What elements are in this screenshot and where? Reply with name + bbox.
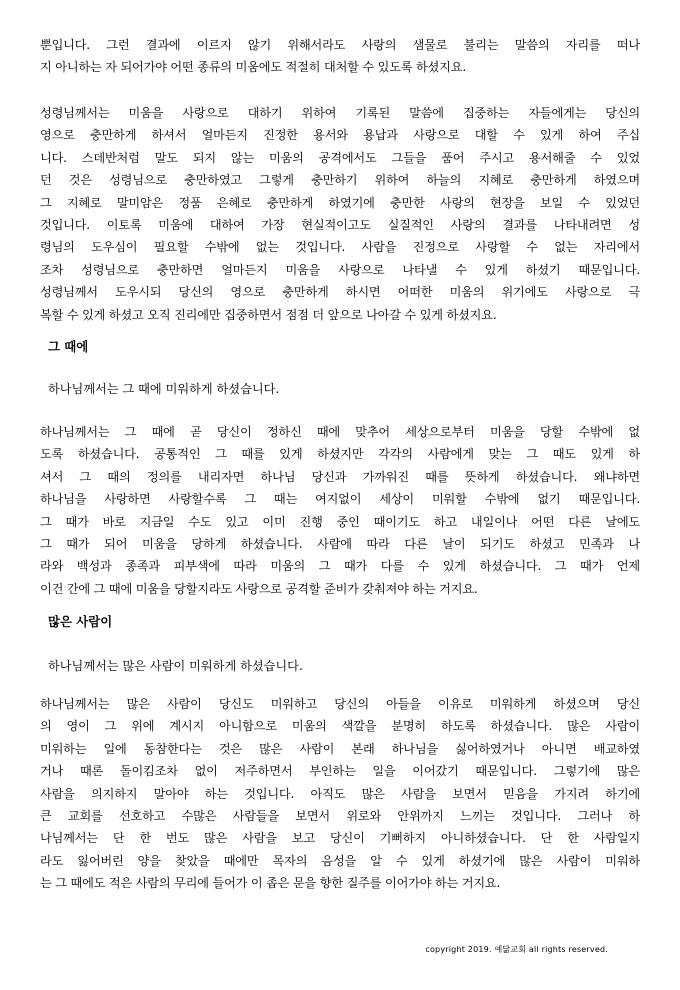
section-heading-many-people: 많은 사람이	[48, 614, 113, 629]
text-line: 복할 수 있게 하셨고 오직 진리에만 집중하면서 점점 더 앞으로 나아갈 수 있게 하셨지요.	[40, 307, 497, 322]
text-line: 니다. 스데반처럼 말도 되지 않는 미움의 공격에서도 그들을 품어 주시고 용서해줄 수 있었	[40, 150, 640, 165]
text-line: 큰 교회를 선호하고 수많은 사람들을 보면서 위로와 안위까지 느끼는 것입니다. 그러나 하	[40, 808, 640, 823]
text-line: 성령님께서 도우시되 당신의 영으로 충만하게 하시면 어떠한 미움의 위기에도 사랑으로 극	[40, 285, 640, 300]
section-intro-many-people: 하나님께서는 많은 사람이 미워하게 하셨습니다.	[48, 659, 303, 673]
text-line: 뿐입니다. 그런 결과에 이르지 않기 위해서라도 사랑의 샘물로 불리는 말씀의 자리를 떠나	[40, 38, 640, 52]
text-line: 령님의 도우심이 필요할 수밖에 없는 것입니다. 사람을 진정으로 사랑할 수 없는 자리에서	[40, 240, 640, 255]
text-line: 지 아니하는 자 되어가야 어떤 종류의 미움에도 적절히 대처할 수 있도록 하셨지요.	[40, 60, 467, 75]
text-line: 하나님께서는 많은 사람이 당신도 미워하고 당신의 아들을 이유로 미워하게 하셨으며 당신	[40, 697, 640, 711]
text-line: 영으로 충만하게 하셔서 얼마든지 진정한 용서와 용납과 사랑으로 대할 수 있게 하여 주십	[40, 128, 640, 143]
copyright-footer: copyright 2019. 예닮교회 all rights reserved.	[425, 945, 608, 954]
text-line: 하나님께서는 그 때에 곧 당신이 정하신 때에 맞추어 세상으로부터 미움을 당할 수밖에 없	[40, 425, 640, 439]
paragraph-1	[40, 34, 640, 79]
text-line: 나님께서는 단 한 번도 많은 사람을 보고 당신이 기뻐하지 아니하셨습니다. 단 한 사람일지	[40, 831, 640, 846]
paragraph-4	[40, 693, 640, 895]
text-line: 이건 간에 그 때에 미움을 당할지라도 사랑으로 공격할 준비가 갖춰져야 하는 거지요.	[40, 581, 478, 596]
text-line: 도록 하셨습니다. 공통적인 그 때를 있게 하셨지만 각각의 사람에게 맞는 그 때도 있게 하	[40, 447, 640, 462]
text-line: 거나 때론 돌이킴조차 없이 저주하면서 부인하는 일을 이어갔기 때문입니다. 그렇기에 많은	[40, 764, 640, 779]
text-line: 미워하는 일에 동참한다는 것은 많은 사람이 본래 하나님을 싫어하였거나 아니면 배교하였	[40, 741, 640, 756]
text-line: 그 지혜로 말미암은 정품 은혜로 충만하게 하였기에 충만한 사랑의 현장을 보일 수 있었던	[40, 195, 640, 210]
paragraph-2	[40, 102, 640, 326]
text-line: 의 영이 그 위에 계시지 아니함으로 미움의 색깔을 분명히 하도록 하셨습니다. 많은 사람이	[40, 719, 640, 734]
text-line: 그 때가 되어 미움을 당하게 하셨습니다. 사람에 따라 다른 날이 되기도 하셨고 민족과 나	[40, 536, 640, 551]
text-line: 조차 성령님으로 충만하면 얼마든지 미움을 사랑으로 나타낼 수 있게 하셨기 때문입니다.	[40, 262, 640, 277]
text-line: 하나님을 사랑하면 사랑할수록 그 때는 여지없이 세상이 미워할 수밖에 없기 때문입니다.	[40, 492, 640, 507]
section-intro-then: 하나님께서는 그 때에 미워하게 하셨습니다.	[48, 382, 280, 396]
text-line: 라와 백성과 종족과 피부색에 따라 미움의 그 때가 다를 수 있게 하셨습니다. 그 때가 언제	[40, 559, 640, 574]
text-line: 는 그 때에도 적은 사람의 무리에 들어가 이 좁은 문을 향한 질주를 이어가야 하는 거지요.	[40, 876, 501, 891]
text-line: 그 때가 바로 지금일 수도 있고 이미 진행 중인 때이기도 하고 내일이나 어떤 다른 날에도	[40, 514, 640, 529]
text-line: 셔서 그 때의 정의를 내리자면 하나님 당신과 가까워진 때를 뜻하게 하셨습니다. 왜냐하면	[40, 469, 640, 484]
paragraph-3	[40, 421, 640, 600]
text-line: 사람을 의지하지 말아야 하는 것입니다. 아직도 많은 사람을 보면서 믿음을 가지려 하기에	[40, 786, 640, 801]
text-line: 던 것은 성령님으로 충만하였고 그렇게 충만하기 위하여 하늘의 지혜로 충만하게 하였으며	[40, 173, 640, 188]
section-heading-then: 그 때에	[48, 339, 89, 354]
text-line: 성령님께서는 미움을 사랑으로 대하기 위하여 기록된 말씀에 집중하는 자들에게는 당신의	[40, 106, 640, 120]
text-line: 것입니다. 이토록 미움에 대하여 가장 현실적이고도 실질적인 사랑의 결과를 나타내려면 성	[40, 217, 640, 232]
text-line: 라도 잃어버린 양을 찾았을 때에만 목자의 음성을 알 수 있게 하셨기에 많은 사람이 미워하	[40, 853, 640, 868]
